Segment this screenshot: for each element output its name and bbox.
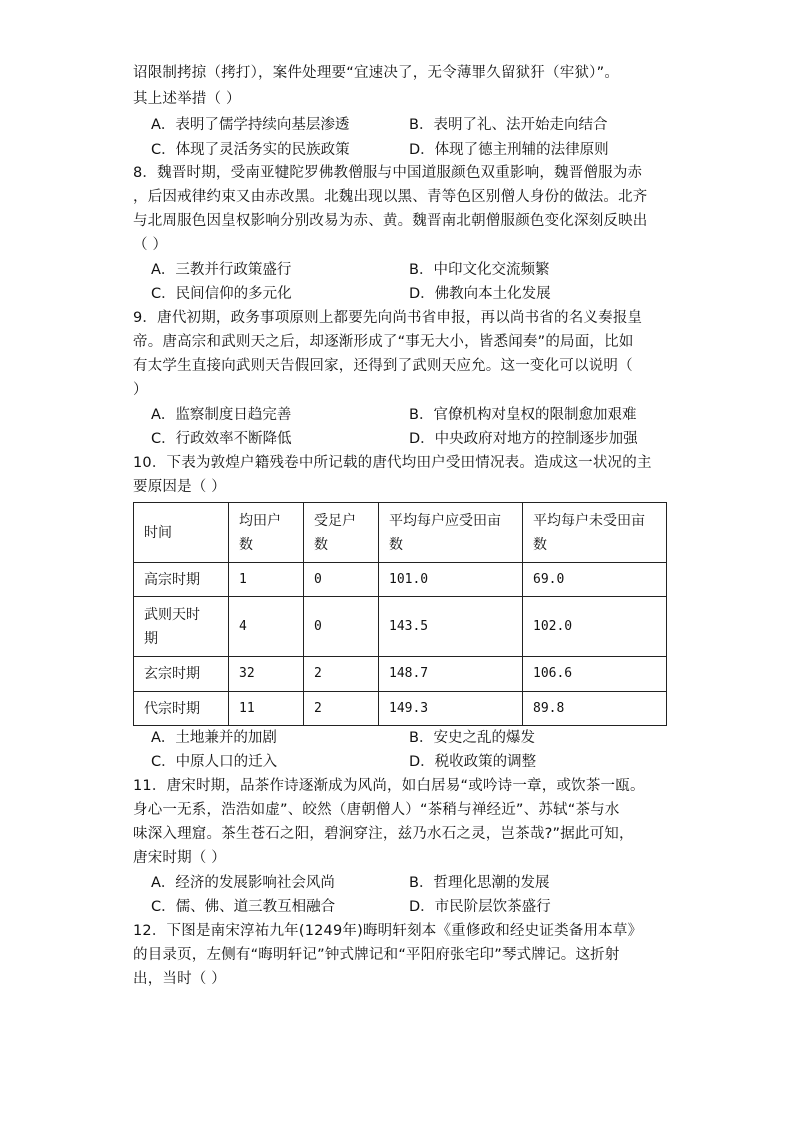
q8-option-d[interactable]: D．佛教向本土化发展 bbox=[409, 286, 551, 302]
q11-line-4: 唐宋时期（ ） bbox=[133, 850, 227, 866]
period-text: 玄宗时期 bbox=[144, 666, 200, 682]
q9-line-3: 有太学生直接向武则天告假回家，还得到了武则天应允。这一变化可以说明（ bbox=[133, 358, 633, 374]
q12-line-1: 12．下图是南宋淳祐九年(1249年)晦明轩刻本《重修政和经史证类备用本草》 bbox=[133, 923, 643, 939]
q8-line-3: 与北周服色因皇权影响分别改易为赤、黄。魏晋南北朝僧服颜色变化深刻反映出 bbox=[133, 213, 648, 229]
table-header-cell bbox=[379, 503, 523, 563]
table-row bbox=[134, 692, 667, 726]
q11-line-1: 11．唐宋时期，品茶作诗逐渐成为风尚，如白居易“或吟诗一章，或饮茶一瓯。 bbox=[133, 778, 645, 794]
table-cell: 11 bbox=[229, 692, 304, 726]
period-cell bbox=[134, 563, 229, 597]
q10-line-1: 10．下表为敦煌户籍残卷中所记载的唐代均田户受田情况表。造成这一状况的主 bbox=[133, 455, 652, 471]
table-cell: 4 bbox=[229, 597, 304, 657]
q9-option-b[interactable]: B．官僚机构对皇权的限制愈加艰难 bbox=[409, 407, 637, 423]
q8-option-a[interactable]: A．三教并行政策盛行 bbox=[151, 262, 292, 278]
period-cell bbox=[134, 657, 229, 692]
q11-option-b[interactable]: B．哲理化思潮的发展 bbox=[409, 875, 550, 891]
table-row bbox=[134, 657, 667, 692]
table-header-cell bbox=[304, 503, 379, 563]
q10-option-c[interactable]: C．中原人口的迁入 bbox=[151, 754, 278, 770]
q8-option-c[interactable]: C．民间信仰的多元化 bbox=[151, 286, 292, 302]
q11-line-2: 身心一无系，浩浩如虚”、皎然（唐朝僧人）“茶稍与禅经近”、苏轼“茶与水 bbox=[133, 802, 620, 818]
q9-option-c[interactable]: C．行政效率不断降低 bbox=[151, 431, 292, 447]
table-header-row bbox=[134, 503, 667, 563]
q11-option-c[interactable]: C．儒、佛、道三教互相融合 bbox=[151, 899, 336, 915]
table-cell: 89.8 bbox=[523, 692, 667, 726]
table-cell: 2 bbox=[304, 657, 379, 692]
q7-line-1: 诏限制拷掠（拷打），案件处理要“宜速决了，无令薄罪久留狱犴（牢狱）”。 bbox=[133, 65, 620, 81]
period-text: 武则天时 bbox=[144, 606, 200, 623]
q9-option-d[interactable]: D．中央政府对地方的控制逐步加强 bbox=[409, 431, 638, 447]
period-text: 高宗时期 bbox=[144, 571, 200, 588]
header-text: 平均每户应受田亩 bbox=[389, 512, 501, 529]
q12-line-2: 的目录页，左侧有“晦明轩记”钟式牌记和“平阳府张宅印”琴式牌记。这折射 bbox=[133, 947, 620, 963]
table-cell: 0 bbox=[304, 563, 379, 597]
q7-line-2: 其上述举措（ ） bbox=[133, 91, 241, 107]
q10-option-a[interactable]: A．土地兼并的加剧 bbox=[151, 730, 277, 746]
header-text: 数 bbox=[389, 536, 403, 553]
table-row bbox=[134, 563, 667, 597]
header-text: 数 bbox=[239, 536, 253, 553]
period-text: 代宗时期 bbox=[144, 700, 200, 717]
q11-option-a[interactable]: A．经济的发展影响社会风尚 bbox=[151, 875, 335, 891]
table-row bbox=[134, 597, 667, 657]
table-cell: 1 bbox=[229, 563, 304, 597]
q9-line-4: ） bbox=[133, 382, 148, 398]
table-cell: 102.0 bbox=[523, 597, 667, 657]
q10-option-d[interactable]: D．税收政策的调整 bbox=[409, 754, 537, 770]
header-text: 时间 bbox=[144, 524, 172, 541]
table-cell: 148.7 bbox=[379, 657, 523, 692]
q12-line-3: 出，当时（ ） bbox=[133, 971, 227, 987]
period-text: 期 bbox=[144, 630, 158, 647]
q10-line-2: 要原因是（ ） bbox=[133, 479, 227, 495]
header-text: 平均每户未受田亩 bbox=[533, 512, 645, 529]
q8-line-2: ，后因戒律约束又由赤改黑。北魏出现以黑、青等色区别僧人身份的做法。北齐 bbox=[133, 189, 648, 205]
table-cell: 0 bbox=[304, 597, 379, 657]
land-allocation-table bbox=[133, 502, 667, 726]
table-cell: 143.5 bbox=[379, 597, 523, 657]
table-header-cell bbox=[523, 503, 667, 563]
period-cell bbox=[134, 692, 229, 726]
q10-option-b[interactable]: B．安史之乱的爆发 bbox=[409, 730, 535, 746]
q11-option-d[interactable]: D．市民阶层饮茶盛行 bbox=[409, 899, 551, 915]
q8-option-b[interactable]: B．中印文化交流频繁 bbox=[409, 262, 550, 278]
header-text: 均田户 bbox=[239, 512, 281, 529]
q7-option-d[interactable]: D．体现了德主刑辅的法律原则 bbox=[409, 142, 609, 158]
q11-line-3: 味深入理窟。茶生苍石之阳，碧涧穿注，兹乃水石之灵，岂茶哉?”据此可知， bbox=[133, 826, 634, 842]
q8-line-4: （ ） bbox=[133, 237, 168, 253]
table-cell: 69.0 bbox=[523, 563, 667, 597]
table-cell: 149.3 bbox=[379, 692, 523, 726]
table-cell: 32 bbox=[229, 657, 304, 692]
q9-line-1: 9．唐代初期，政务事项原则上都要先向尚书省申报，再以尚书省的名义奏报皇 bbox=[133, 310, 643, 326]
table-cell: 101.0 bbox=[379, 563, 523, 597]
q9-option-a[interactable]: A．监察制度日趋完善 bbox=[151, 407, 292, 423]
q7-option-a[interactable]: A．表明了儒学持续向基层渗透 bbox=[151, 117, 350, 133]
table-header-cell bbox=[134, 503, 229, 563]
q9-line-2: 帝。唐高宗和武则天之后，却逐渐形成了“事无大小，皆悉闻奏”的局面，比如 bbox=[133, 334, 634, 350]
q8-line-1: 8．魏晋时期，受南亚犍陀罗佛教僧服与中国道服颜色双重影响，魏晋僧服为赤 bbox=[133, 165, 643, 181]
period-cell bbox=[134, 597, 229, 657]
table-cell: 2 bbox=[304, 692, 379, 726]
q7-option-b[interactable]: B．表明了礼、法开始走向结合 bbox=[409, 117, 608, 133]
header-text: 数 bbox=[314, 536, 328, 553]
header-text: 数 bbox=[533, 536, 547, 553]
table-cell: 106.6 bbox=[523, 657, 667, 692]
table-header-cell bbox=[229, 503, 304, 563]
q7-option-c[interactable]: C．体现了灵活务实的民族政策 bbox=[151, 142, 350, 158]
header-text: 受足户 bbox=[314, 512, 356, 529]
